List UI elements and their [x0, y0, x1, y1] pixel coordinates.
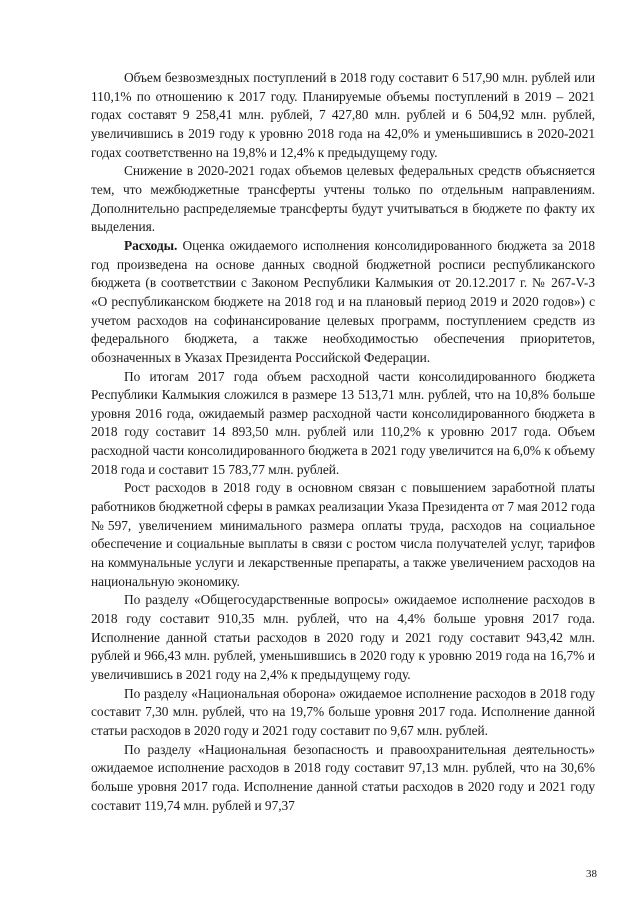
- paragraph-federal-funds-decline: [91, 162, 595, 237]
- paragraph-expenditure-totals: [91, 368, 595, 480]
- paragraph-national-defense: [91, 685, 595, 741]
- paragraph-grants-revenue: [91, 69, 595, 162]
- paragraph-text: По разделу «Общегосударственные вопросы» ожидаемое исполнение расходов в 2018 году составит 910,35 млн. рублей, что на 4,4% больше уровня 2017 года. Исполнение данной статьи расходов в 2020 году и 2021 году составит 943,42 млн. рублей и 966,43 млн. рублей, уменьшившись в 2020 году к уровню 2019 года на 16,7% и увеличившись в 2021 году на 2,4% к предыдущему году.: [91, 592, 595, 682]
- document-body: [91, 69, 595, 815]
- page-number: 38: [586, 868, 597, 880]
- paragraph-lead-expenditures: Расходы.: [124, 237, 178, 253]
- paragraph-text: По разделу «Национальная оборона» ожидаемое исполнение расходов в 2018 году составит 7,30 млн. рублей, что на 19,7% больше уровня 2017 года. Исполнение данной статьи расходов в 2020 году и 2021 году составит по 9,67 млн. рублей.: [91, 685, 595, 738]
- paragraph-text: По итогам 2017 года объем расходной части консолидированного бюджета Республики Калмыкия сложился в размере 13 513,71 млн. рублей, что на 10,8% больше уровня 2016 года, ожидаемый размер расходной части консолидированного бюджета в 2018 году составит 14 893,50 млн. рублей или 110,2% к уровню 2017 года. Объем расходной части консолидированного бюджета в 2021 году увеличится на 6,0% к объему 2018 года и составит 15 783,77 млн. рублей.: [91, 368, 595, 477]
- paragraph-text: Рост расходов в 2018 году в основном связан с повышением заработной платы работников бюджетной сферы в рамках реализации Указа Президента от 7 мая 2012 года №597, увеличением минимального размера оплаты труда, расходов на социальное обеспечение и социальные выплаты в связи с ростом числа получателей услуг, тарифов на коммунальные услуги и лекарственные препараты, а также увеличением расходов на национальную экономику.: [91, 480, 595, 589]
- paragraph-expenditure-growth: [91, 479, 595, 591]
- paragraph-expenditures-estimate: [91, 237, 595, 368]
- paragraph-general-government: [91, 591, 595, 684]
- paragraph-text: По разделу «Национальная безопасность и правоохранительная деятельность» ожидаемое исполнение расходов в 2018 году составит 97,13 млн. рублей, что на 30,6% больше уровня 2017 года. Исполнение данной статьи расходов в 2020 году и 2021 году составит 119,74 млн. рублей и 97,37: [91, 741, 595, 813]
- paragraph-national-security: [91, 741, 595, 816]
- paragraph-text: Снижение в 2020-2021 годах объемов целевых федеральных средств объясняется тем, что межбюджетные трансферты учтены только по отдельным направлениям. Дополнительно распределяемые трансферты будут учитываться в бюджете по факту их выделения.: [91, 163, 595, 235]
- paragraph-text: Оценка ожидаемого исполнения консолидированного бюджета за 2018 год произведена на основе данных сводной бюджетной росписи республиканского бюджета (в соответствии с Законом Республики Калмыкия от 20.12.2017 г. № 267-V-З «О республиканском бюджете на 2018 год и на плановый период 2019 и 2020 годов») с учетом расходов на софинансирование целевых программ, поступлением средств из федерального бюджета, а также необходимостью обеспечения приоритетов, обозначенных в Указах Президента Российской Федерации.: [91, 237, 595, 365]
- paragraph-text: Объем безвозмездных поступлений в 2018 году составит 6 517,90 млн. рублей или 110,1% по отношению к 2017 году. Планируемые объемы поступлений в 2019 – 2021 годах составят 9 258,41 млн. рублей, 7 427,80 млн. рублей и 6 504,92 млн. рублей, увеличившись в 2019 году к уровню 2018 года на 42,0% и уменьшившись в 2020-2021 годах соответственно на 19,8% и 12,4% к предыдущему году.: [91, 70, 595, 160]
